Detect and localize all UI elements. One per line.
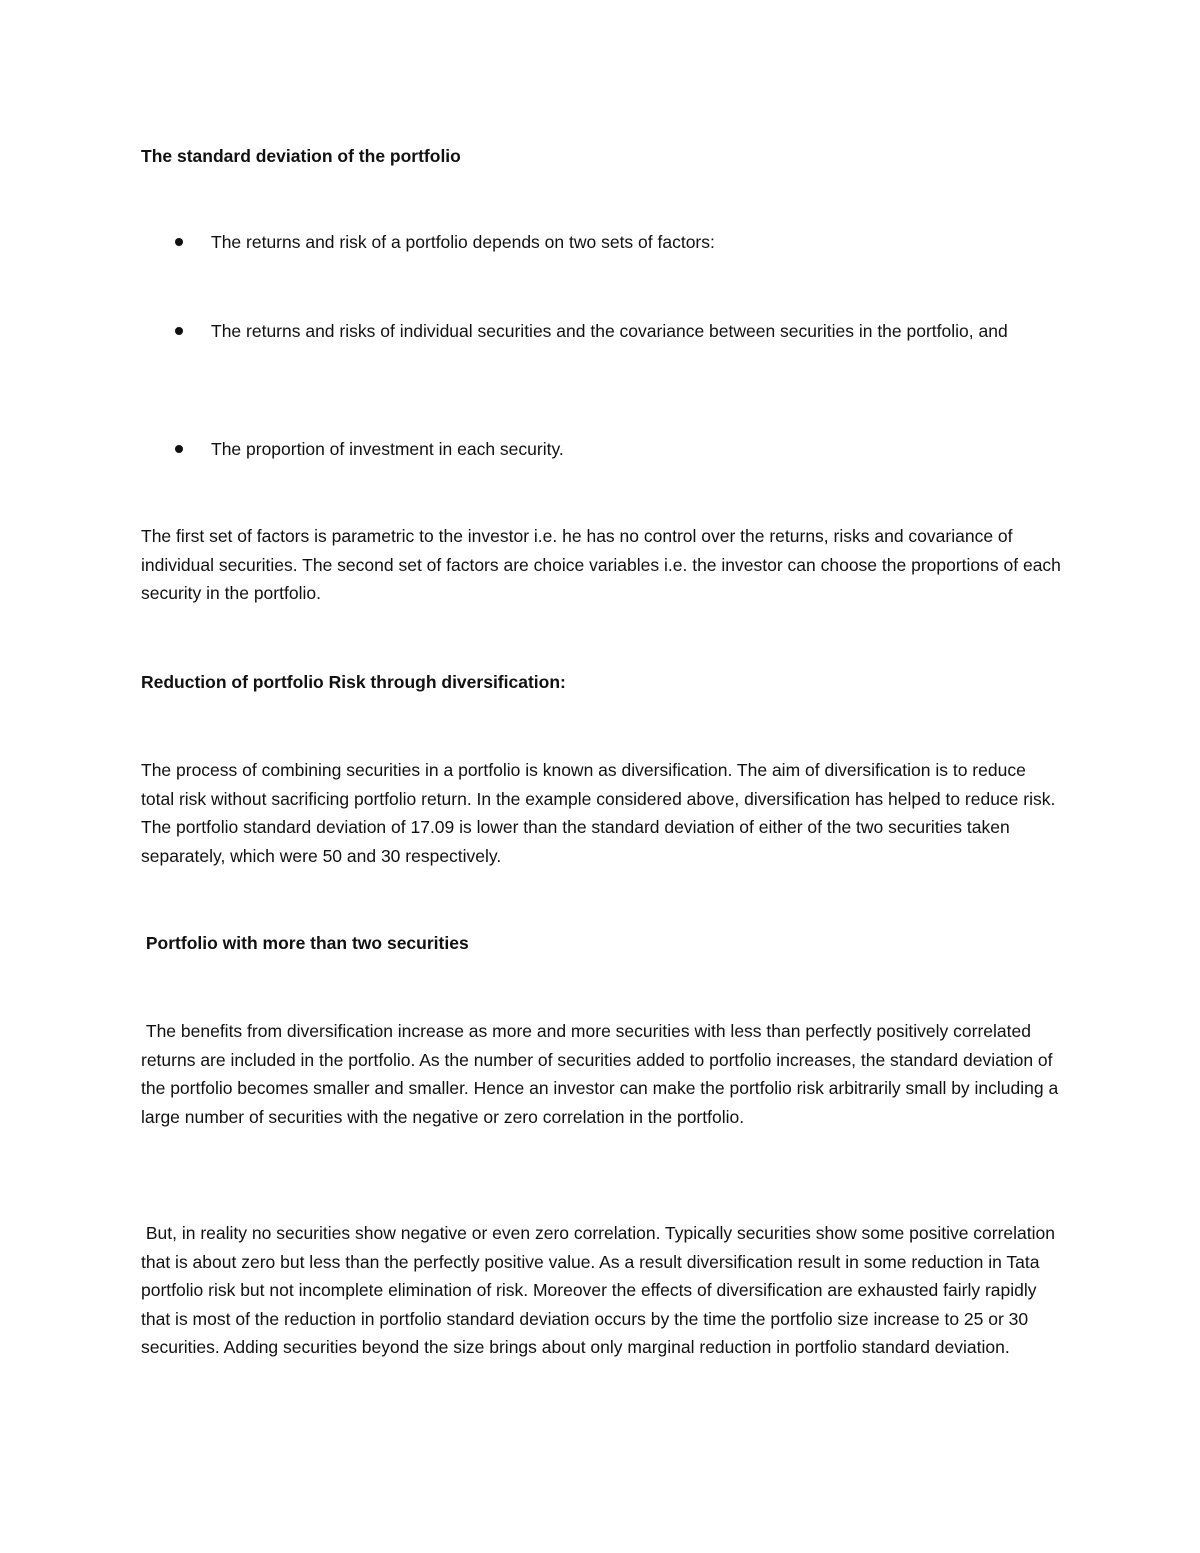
heading-standard-deviation: The standard deviation of the portfolio <box>141 146 461 166</box>
paragraph-benefits-diversification: The benefits from diversification increase as more and more securities with less than perfectly positively correlated returns are included in the portfolio. As the number of securities added to portfolio increases, the standard deviation of the portfolio becomes smaller and smaller. Hence an investor can make the portfolio risk arbitrarily small by including a large number of securities with the negative or zero correlation in the portfolio. <box>141 1021 1064 1127</box>
bullet-item-proportion: The proportion of investment in each security. <box>211 439 564 459</box>
bullet-icon <box>175 445 183 453</box>
paragraph-diversification: The process of combining securities in a portfolio is known as diversification. The aim of diversification is to reduce total risk without sacrificing portfolio return. In the example considered above, diversification has helped to reduce risk. The portfolio standard deviation of 17.09 is lower than the standard deviation of either of the two securities taken separately, which were 50 and 30 respectively. <box>141 760 1056 866</box>
bullet-icon <box>175 327 183 335</box>
heading-risk-reduction: Reduction of portfolio Risk through diversification: <box>141 672 566 692</box>
paragraph-reality-correlation: But, in reality no securities show negative or even zero correlation. Typically securities show some positive correlation that is about zero but less than the perfectly positive value. As a result diversification result in some reduction in Tata portfolio risk but not incomplete elimination of risk. Moreover the effects of diversification are exhausted fairly rapidly that is most of the reduction in portfolio standard deviation occurs by the time the portfolio size increase to 25 or 30 securities. Adding securities beyond the size brings about only marginal reduction in portfolio standard deviation. <box>141 1223 1060 1357</box>
heading-more-than-two-securities: Portfolio with more than two securities <box>141 933 469 953</box>
paragraph-parametric-factors: The first set of factors is parametric to the investor i.e. he has no control over the returns, risks and covariance of individual securities. The second set of factors are choice variables i.e. the investor can choose the proportions of each security in the portfolio. <box>141 526 1061 603</box>
bullet-item-returns-risks: The returns and risks of individual securities and the covariance between securities in the portfolio, and <box>211 321 1008 341</box>
bullet-icon <box>175 238 183 246</box>
bullet-item-factors: The returns and risk of a portfolio depends on two sets of factors: <box>211 232 715 252</box>
